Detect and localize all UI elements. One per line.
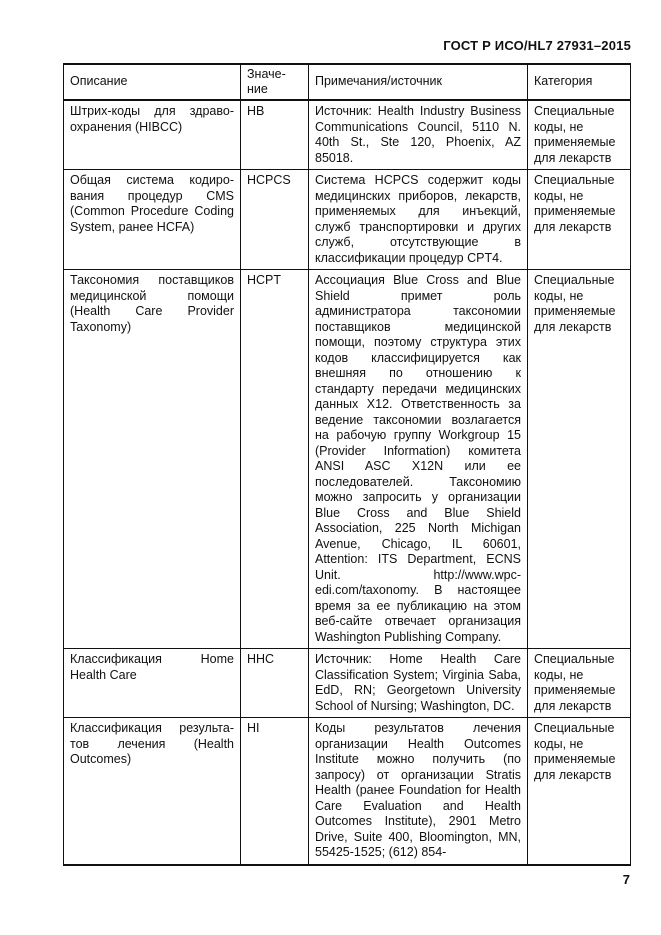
- table-row: [64, 718, 631, 865]
- table-row: [64, 170, 631, 270]
- code-systems-table: [63, 63, 631, 866]
- cell-category: Специальные коды, не применяемые для лекарств: [528, 649, 631, 718]
- cell-code: HCPT: [241, 270, 309, 649]
- cell-description: Общая система кодиро-вания процедур CMS (Common Procedure Coding System, ранее HCFA): [64, 170, 241, 270]
- cell-category: Специальные коды, не применяемые для лекарств: [528, 170, 631, 270]
- page-number: 7: [622, 872, 630, 887]
- cell-code: HB: [241, 100, 309, 170]
- cell-description: Классификация результа-тов лечения (Health Outcomes): [64, 718, 241, 865]
- cell-category: Специальные коды, не применяемые для лекарств: [528, 100, 631, 170]
- document-header: ГОСТ Р ИСО/HL7 27931–2015: [443, 38, 631, 53]
- cell-code: HHC: [241, 649, 309, 718]
- cell-description: Штрих-коды для здраво-охранения (HIBCC): [64, 100, 241, 170]
- cell-description: Классификация Home Health Care: [64, 649, 241, 718]
- column-header-description: Описание: [64, 64, 241, 100]
- table-row: [64, 100, 631, 170]
- column-header-category: Категория: [528, 64, 631, 100]
- cell-note: Система HCPCS содержит коды медицинских приборов, лекарств, применяемых для инъекций, служб транспортировки и других служб, отсутствующие в классификации процедур CPT4.: [309, 170, 528, 270]
- cell-note: Ассоциация Blue Cross and Blue Shield примет роль администратора таксономии поставщиков медицинской помощи, поэтому структура этих кодов классифицируется как внешняя по отношению к стандарту передачи медицинских данных X12. Ответственность за ведение таксономии возлагается на рабочую группу Workgroup 15 (Provider Information) комитета ANSI ASC X12N или ее последователей. Таксономию можно запросить у организации Blue Cross and Blue Shield Association, 225 North Michigan Avenue, Chicago, IL 60601, Attention: ITS Department, ECNS Unit. http://www.wpc-edi.com/taxonomy. В настоящее время за ее публикацию на этом веб-сайте отвечает организация Washington Publishing Company.: [309, 270, 528, 649]
- column-header-notes: Примечания/источник: [309, 64, 528, 100]
- cell-note: Коды результатов лечения организации Health Outcomes Institute можно получить (по запросу) от организации Stratis Health (ранее Foundation for Health Care Evaluation and Health Outcomes Institute), 2901 Metro Drive, Suite 400, Bloomington, MN, 55425-1525; (612) 854-: [309, 718, 528, 865]
- table-row: [64, 270, 631, 649]
- cell-code: HI: [241, 718, 309, 865]
- column-header-value: Значе-ние: [241, 64, 309, 100]
- table-row: [64, 649, 631, 718]
- cell-description: Таксономия поставщиков медицинской помощи (Health Care Provider Taxonomy): [64, 270, 241, 649]
- cell-category: Специальные коды, не применяемые для лекарств: [528, 718, 631, 865]
- cell-note: Источник: Home Health Care Classification System; Virginia Saba, EdD, RN; Georgetown University School of Nursing; Washington, DC.: [309, 649, 528, 718]
- cell-code: HCPCS: [241, 170, 309, 270]
- cell-note: Источник: Health Industry Business Communications Council, 5110 N. 40th St., Ste 120, Phoenix, AZ 85018.: [309, 100, 528, 170]
- table-header-row: [64, 64, 631, 100]
- cell-category: Специальные коды, не применяемые для лекарств: [528, 270, 631, 649]
